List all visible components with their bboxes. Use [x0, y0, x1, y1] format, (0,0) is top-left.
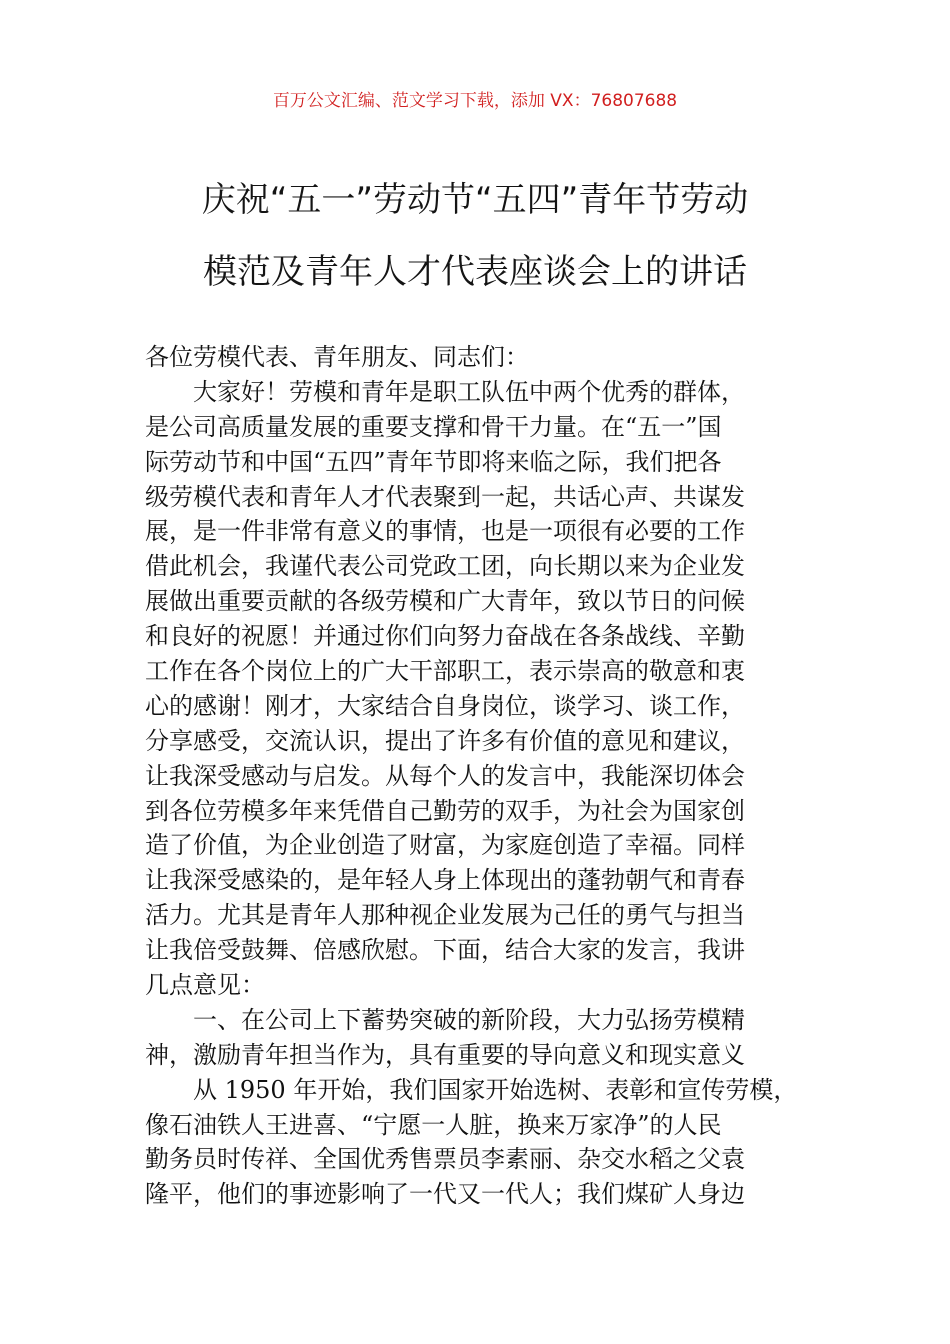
body-line: 大家好！劳模和青年是职工队伍中两个优秀的群体， [193, 377, 745, 406]
body-line: 让我倍受鼓舞、倍感欣慰。下面，结合大家的发言，我讲 [145, 936, 745, 965]
body-line: 让我深受感染的，是年轻人身上体现出的蓬勃朝气和青春 [145, 866, 745, 895]
body-line: 借此机会，我谨代表公司党政工团，向长期以来为企业发 [145, 552, 745, 581]
document-body [145, 340, 820, 1212]
section-heading-line: 神，激励青年担当作为，具有重要的导向意义和现实意义 [145, 1040, 745, 1069]
body-line: 工作在各个岗位上的广大干部职工，表示崇高的敬意和衷 [145, 657, 745, 686]
body-line: 分享感受，交流认识，提出了许多有价值的意见和建议， [145, 726, 745, 755]
body-line: 和良好的祝愿！并通过你们向努力奋战在各条战线、辛勤 [145, 622, 745, 651]
body-line: 是公司高质量发展的重要支撑和骨干力量。在“五一”国 [145, 412, 722, 441]
body-line: 勤务员时传祥、全国优秀售票员李素丽、杂交水稻之父袁 [145, 1145, 745, 1174]
body-line: 到各位劳模多年来凭借自己勤劳的双手，为社会为国家创 [145, 796, 745, 825]
body-line: 级劳模代表和青年人才代表聚到一起，共话心声、共谋发 [145, 482, 745, 511]
body-line: 隆平，他们的事迹影响了一代又一代人；我们煤矿人身边 [145, 1180, 745, 1209]
body-line: 让我深受感动与启发。从每个人的发言中，我能深切体会 [145, 761, 745, 790]
body-line: 从 1950 年开始，我们国家开始选树、表彰和宣传劳模， [193, 1075, 798, 1104]
body-line: 展，是一件非常有意义的事情，也是一项很有必要的工作 [145, 517, 745, 546]
body-line: 心的感谢！刚才，大家结合自身岗位，谈学习、谈工作， [145, 691, 745, 720]
body-line: 几点意见： [145, 971, 265, 1000]
salutation-line: 各位劳模代表、青年朋友、同志们： [145, 343, 529, 371]
document-title-line-1: 庆祝“五一”劳动节“五四”青年节劳动 [201, 180, 749, 220]
watermark-banner: 百万公文汇编、范文学习下载，添加 VX：76807688 [272, 91, 678, 111]
body-line: 活力。尤其是青年人那种视企业发展为己任的勇气与担当 [145, 901, 745, 930]
body-line: 造了价值，为企业创造了财富，为家庭创造了幸福。同样 [145, 831, 745, 860]
body-line: 展做出重要贡献的各级劳模和广大青年，致以节日的问候 [145, 587, 745, 616]
document-title-line-2: 模范及青年人才代表座谈会上的讲话 [203, 252, 747, 292]
body-line: 像石油铁人王进喜、“宁愿一人脏，换来万家净”的人民 [145, 1110, 722, 1139]
section-heading-line: 一、在公司上下蓄势突破的新阶段，大力弘扬劳模精 [193, 1005, 745, 1034]
body-line: 际劳动节和中国“五四”青年节即将来临之际，我们把各 [145, 447, 722, 476]
